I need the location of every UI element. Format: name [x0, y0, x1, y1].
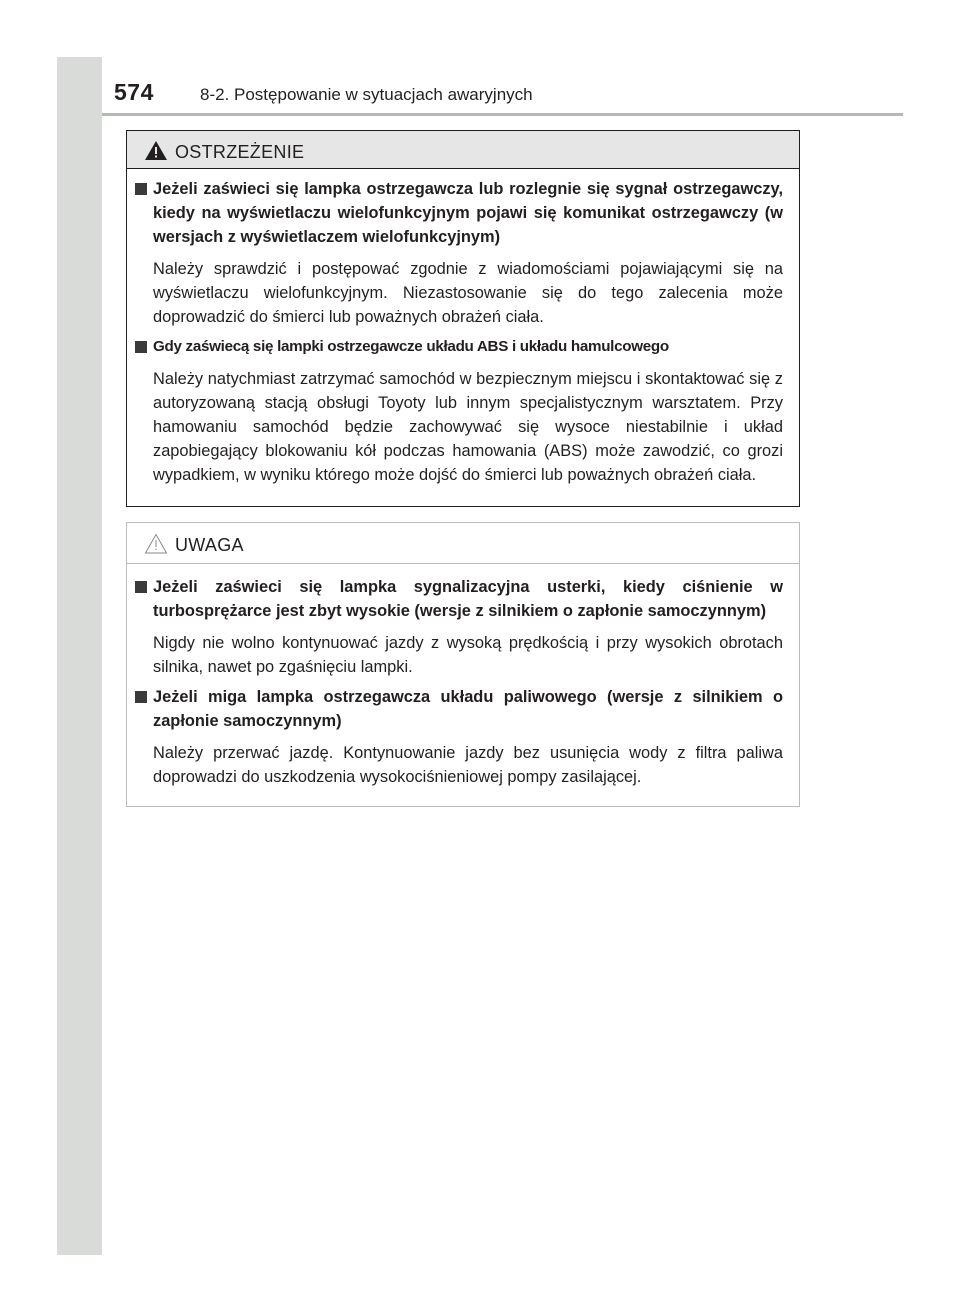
square-bullet-icon	[135, 581, 147, 593]
square-bullet-icon	[135, 341, 147, 353]
caution-box-title: UWAGA	[175, 535, 244, 555]
warning-triangle-icon	[144, 140, 168, 161]
warning-box-header	[127, 131, 799, 169]
side-strip	[57, 57, 102, 1255]
warning-item-heading: Jeżeli zaświeci się lampka ostrzegawcza lub rozlegnie się sygnał ostrzegawczy, kiedy na wyświetlaczu wielofunkcyjnym pojawi się komunikat ostrzegawczy (w wersjach z wyświetlaczem wielofunkcyjnym)	[133, 177, 783, 249]
warning-box-title: OSTRZEŻENIE	[175, 142, 305, 162]
page-header	[102, 57, 903, 116]
caution-box	[126, 522, 800, 807]
caution-item-body: Nigdy nie wolno kontynuować jazdy z wysoką prędkością i przy wysokich obrotach silnika, nawet po zgaśnięciu lampki.	[153, 634, 783, 676]
caution-triangle-icon	[144, 533, 168, 554]
square-bullet-icon	[135, 183, 147, 195]
warning-item-heading: Gdy zaświecą się lampki ostrzegawcze układu ABS i układu hamulcowego	[133, 335, 783, 359]
warning-item-body: Należy natychmiast zatrzymać samochód w bezpiecznym miejscu i skontaktować się z autoryzowaną stacją obsługi Toyoty lub innym specjalistycznym warsztatem. Przy hamowaniu samochód będzie zachowywać się wysoce niestabilnie i układ zapobiegający blokowaniu kół podczas hamowania (ABS) może zawodzić, co grozi wypadkiem, w wyniku którego może dojść do śmierci lub poważnych obrażeń ciała.	[153, 370, 783, 484]
caution-box-header	[127, 523, 799, 564]
square-bullet-icon	[135, 691, 147, 703]
warning-item-body: Należy sprawdzić i postępować zgodnie z wiadomościami pojawiającymi się na wyświetlaczu wielofunkcyjnym. Niezastosowanie się do tego zalecenia może doprowadzić do śmierci lub poważnych obrażeń ciała.	[153, 260, 783, 326]
section-title: 8-2. Postępowanie w sytuacjach awaryjnych	[200, 85, 533, 104]
page-number: 574	[114, 79, 154, 105]
caution-item-heading: Jeżeli zaświeci się lampka sygnalizacyjna usterki, kiedy ciśnienie w turbosprężarce jest zbyt wysokie (wersje z silnikiem o zapłonie samoczynnym)	[133, 575, 783, 623]
caution-item-heading: Jeżeli miga lampka ostrzegawcza układu paliwowego (wersje z silnikiem o zapłonie samoczynnym)	[133, 685, 783, 733]
warning-box	[126, 130, 800, 507]
caution-item-body: Należy przerwać jazdę. Kontynuowanie jazdy bez usunięcia wody z filtra paliwa doprowadzi do uszkodzenia wysokociśnieniowej pompy zasilającej.	[153, 744, 783, 786]
